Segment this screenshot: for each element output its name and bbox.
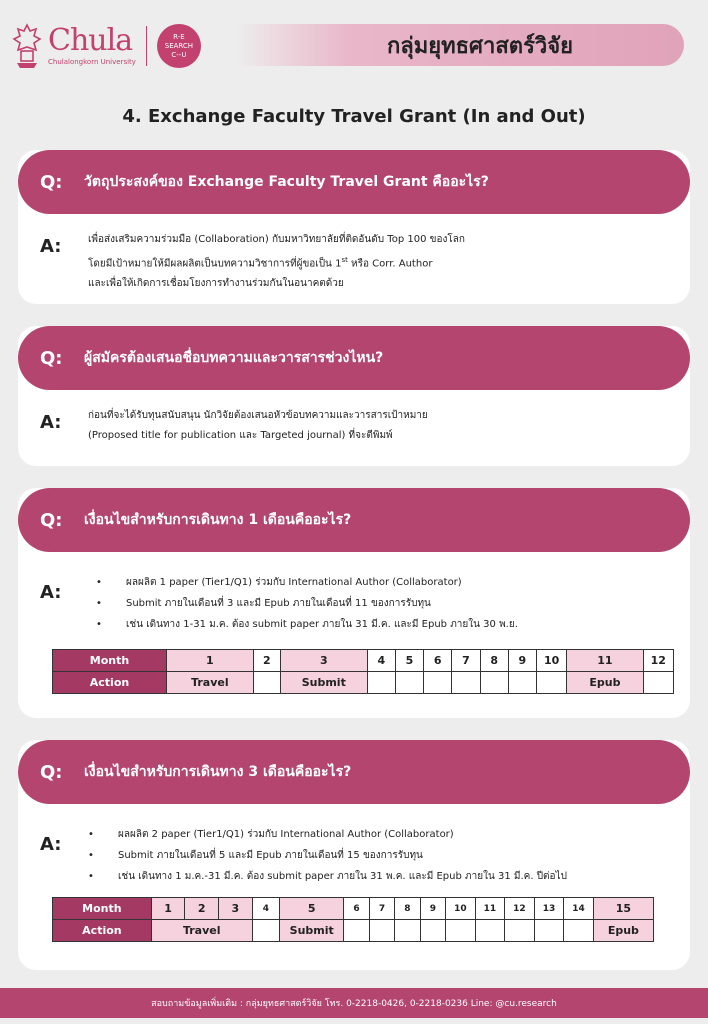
- action-header: Action: [53, 920, 152, 942]
- action-cell: [480, 672, 508, 694]
- action-epub: Epub: [593, 920, 653, 942]
- answer-line-part: โดยมีเป้าหมายให้มีผลผลิตเป็นบทความวิชาการที่ผู้ขอเป็น 1: [88, 258, 342, 270]
- answer-line: และเพื่อให้เกิดการเชื่อมโยงการทำงานร่วมกันในอนาคตด้วย: [88, 278, 344, 290]
- action-cell: [505, 920, 535, 942]
- month-cell: 3: [280, 650, 367, 672]
- qa-card-three-month: [18, 740, 690, 970]
- qa-card-proposal-timing: [18, 326, 690, 466]
- header-band: [236, 24, 684, 66]
- month-cell: 8: [395, 898, 420, 920]
- timeline-table-1-month: [52, 649, 674, 694]
- month-cell: 11: [567, 650, 643, 672]
- month-header: Month: [53, 898, 152, 920]
- q-label: Q:: [40, 347, 63, 369]
- action-cell: [395, 672, 423, 694]
- bullet-item: • ผลผลิต 1 paper (Tier1/Q1) ร่วมกับ International Author (Collaborator): [96, 572, 518, 593]
- answer-text: [88, 406, 428, 446]
- question-text: เงื่อนไขสำหรับการเดินทาง 1 เดือนคืออะไร?: [84, 512, 352, 528]
- question-bar: [18, 740, 690, 804]
- month-cell: 9: [420, 898, 445, 920]
- month-cell: 14: [564, 898, 594, 920]
- action-cell: [508, 672, 536, 694]
- action-cell: [536, 672, 566, 694]
- answer-line-part: หรือ Corr. Author: [347, 258, 433, 270]
- answer-line: (Proposed title for publication และ Targeted journal) ที่จะตีพิมพ์: [88, 430, 393, 441]
- month-cell: 12: [505, 898, 535, 920]
- month-cell: 10: [536, 650, 566, 672]
- month-cell: 7: [452, 650, 480, 672]
- bullet-item: • เช่น เดินทาง 1 ม.ค.-31 มี.ค. ต้อง submit paper ภายใน 31 พ.ค. และมี Epub ภายใน 31 มี.ค. ปีต่อไป: [88, 866, 567, 887]
- action-cell: [452, 672, 480, 694]
- question-bar: [18, 150, 690, 214]
- timeline-table-3-month: [52, 897, 654, 942]
- action-travel: Travel: [166, 672, 253, 694]
- badge-line: SEARCH: [164, 41, 194, 50]
- action-cell: [420, 920, 445, 942]
- research-badge: [157, 24, 201, 68]
- month-cell: 8: [480, 650, 508, 672]
- a-label: A:: [40, 236, 62, 257]
- month-cell: 4: [367, 650, 395, 672]
- a-label: A:: [40, 834, 62, 855]
- question-bar: [18, 326, 690, 390]
- footer-contact: สอบถามข้อมูลเพิ่มเติม : กลุ่มยุทธศาสตร์วิจัย โทร. 0-2218-0426, 0-2218-0236 Line: @cu.research: [0, 988, 708, 1018]
- action-cell: [643, 672, 673, 694]
- logo-subtitle: Chulalongkorn University: [48, 58, 136, 66]
- action-header: Action: [53, 672, 167, 694]
- badge-line: R-E: [173, 32, 185, 41]
- logo-name: Chula: [48, 23, 133, 58]
- a-label: A:: [40, 412, 62, 433]
- month-cell: 7: [369, 898, 394, 920]
- a-label: A:: [40, 582, 62, 603]
- bullet-item: • ผลผลิต 2 paper (Tier1/Q1) ร่วมกับ International Author (Collaborator): [88, 824, 567, 845]
- month-cell: 2: [253, 650, 280, 672]
- chula-crest-icon: [12, 23, 42, 69]
- answer-line: [88, 250, 465, 274]
- action-submit: Submit: [280, 672, 367, 694]
- question-text: เงื่อนไขสำหรับการเดินทาง 3 เดือนคืออะไร?: [84, 764, 352, 780]
- month-cell: 6: [424, 650, 452, 672]
- month-header: Month: [53, 650, 167, 672]
- month-cell: 13: [534, 898, 564, 920]
- month-cell: 2: [185, 898, 219, 920]
- qa-card-one-month: [18, 488, 690, 718]
- month-cell: 4: [252, 898, 280, 920]
- action-cell: [253, 672, 280, 694]
- month-row: [53, 650, 674, 672]
- action-cell: [252, 920, 280, 942]
- badge-line: C--U: [171, 50, 187, 59]
- action-cell: [475, 920, 505, 942]
- month-cell: 10: [446, 898, 476, 920]
- action-cell: [446, 920, 476, 942]
- answer-text: [88, 230, 465, 294]
- page-header: [0, 0, 708, 92]
- question-bar: [18, 488, 690, 552]
- q-label: Q:: [40, 761, 63, 783]
- month-cell: 9: [508, 650, 536, 672]
- bullet-item: • เช่น เดินทาง 1-31 ม.ค. ต้อง submit paper ภายใน 31 มี.ค. และมี Epub ภายใน 30 พ.ย.: [96, 614, 518, 635]
- q-label: Q:: [40, 171, 63, 193]
- answer-line: ก่อนที่จะได้รับทุนสนับสนุน นักวิจัยต้องเสนอหัวข้อบทความและวารสารเป้าหมาย: [88, 410, 428, 421]
- section-title: 4. Exchange Faculty Travel Grant (In and Out): [122, 106, 586, 127]
- month-cell: 5: [395, 650, 423, 672]
- action-cell: [344, 920, 369, 942]
- action-epub: Epub: [567, 672, 643, 694]
- month-cell: 12: [643, 650, 673, 672]
- question-text: วัตถุประสงค์ของ Exchange Faculty Travel Grant คืออะไร?: [84, 174, 489, 190]
- logo-divider: [146, 26, 147, 66]
- month-cell: 15: [593, 898, 653, 920]
- action-cell: [564, 920, 594, 942]
- chula-logo: [12, 20, 201, 72]
- answer-bullets: [96, 572, 518, 635]
- month-cell: 11: [475, 898, 505, 920]
- month-cell: 1: [166, 650, 253, 672]
- action-cell: [534, 920, 564, 942]
- answer-line-sup: st: [341, 256, 348, 264]
- action-cell: [395, 920, 420, 942]
- action-travel: Travel: [151, 920, 252, 942]
- bullet-item: • Submit ภายในเดือนที่ 3 และมี Epub ภายในเดือนที่ 11 ของการรับทุน: [96, 593, 518, 614]
- month-cell: 5: [280, 898, 344, 920]
- action-cell: [369, 920, 394, 942]
- action-submit: Submit: [280, 920, 344, 942]
- action-cell: [424, 672, 452, 694]
- answer-line: เพื่อส่งเสริมความร่วมมือ (Collaboration) กับมหาวิทยาลัยที่ติดอันดับ Top 100 ของโลก: [88, 234, 465, 245]
- header-title: กลุ่มยุทธศาสตร์วิจัย: [386, 33, 574, 59]
- answer-bullets: [88, 824, 567, 887]
- bullet-item: • Submit ภายในเดือนที่ 5 และมี Epub ภายในเดือนที่ 15 ของการรับทุน: [88, 845, 567, 866]
- month-row: [53, 898, 654, 920]
- month-cell: 3: [219, 898, 253, 920]
- question-text: ผู้สมัครต้องเสนอชื่อบทความและวารสารช่วงไหน?: [84, 350, 384, 366]
- month-cell: 6: [344, 898, 369, 920]
- action-cell: [367, 672, 395, 694]
- month-cell: 1: [151, 898, 185, 920]
- q-label: Q:: [40, 509, 63, 531]
- qa-card-objective: [18, 150, 690, 304]
- action-row: [53, 672, 674, 694]
- action-row: [53, 920, 654, 942]
